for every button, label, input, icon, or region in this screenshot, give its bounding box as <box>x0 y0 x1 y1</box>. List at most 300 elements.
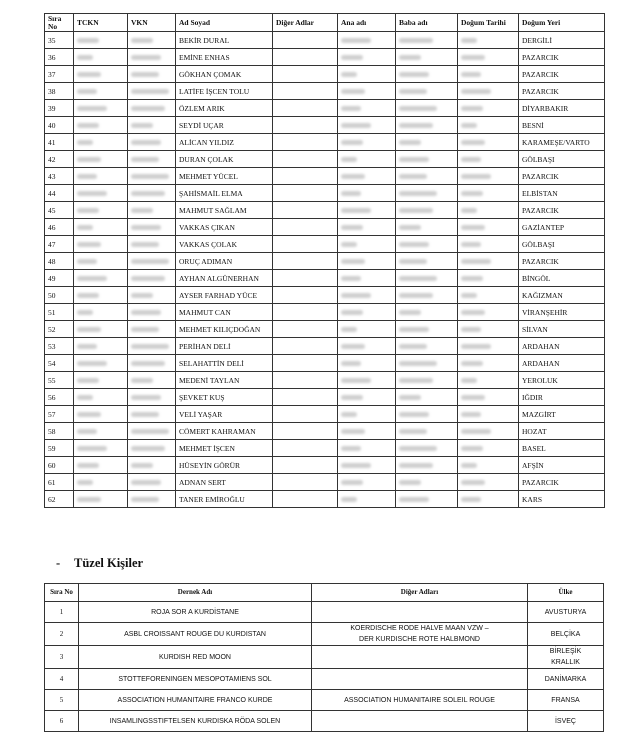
redacted-blur <box>341 89 365 94</box>
redacted-blur <box>341 72 357 77</box>
tckn-cell <box>74 83 128 100</box>
redacted-blur <box>341 327 357 332</box>
redacted-blur <box>399 72 429 77</box>
table-row <box>45 83 605 100</box>
redacted-blur <box>341 191 361 196</box>
tckn-cell <box>74 253 128 270</box>
association-name-cell: ROJA SOR A KURDİSTANE <box>79 602 312 623</box>
redacted-blur <box>461 174 491 179</box>
persons-table <box>44 13 605 508</box>
birthplace-cell: KAĞIZMAN <box>519 287 605 304</box>
table-row <box>45 602 604 623</box>
redacted-blur <box>131 106 165 111</box>
redacted-blur <box>399 463 433 468</box>
header-vkn: VKN <box>128 14 176 32</box>
redacted-blur <box>77 463 99 468</box>
heading-dash: - <box>56 556 61 570</box>
redacted-blur <box>131 55 161 60</box>
other-names-cell <box>273 236 338 253</box>
sira-no-cell: 61 <box>45 474 74 491</box>
mother-name-cell <box>338 355 396 372</box>
birthplace-cell: BİNGÖL <box>519 270 605 287</box>
country-line: İSVEÇ <box>554 717 576 725</box>
sira-no-cell: 53 <box>45 338 74 355</box>
table-row <box>45 321 605 338</box>
birth-date-cell <box>458 134 519 151</box>
redacted-blur <box>341 208 371 213</box>
entities-table <box>44 583 604 732</box>
redacted-blur <box>131 259 169 264</box>
header-dernek-adi: Dernek Adı <box>79 584 312 602</box>
redacted-blur <box>341 378 371 383</box>
sira-no-cell: 56 <box>45 389 74 406</box>
mother-name-cell <box>338 185 396 202</box>
birthplace-cell: GÖLBAŞI <box>519 236 605 253</box>
birthplace-cell: BESNİ <box>519 117 605 134</box>
tckn-cell <box>74 236 128 253</box>
tckn-cell <box>74 338 128 355</box>
redacted-blur <box>131 429 169 434</box>
vkn-cell <box>128 304 176 321</box>
redacted-blur <box>77 225 93 230</box>
mother-name-cell <box>338 100 396 117</box>
redacted-blur <box>131 378 153 383</box>
name-cell: CÖMERT KAHRAMAN <box>176 423 273 440</box>
redacted-blur <box>399 242 429 247</box>
vkn-cell <box>128 134 176 151</box>
redacted-blur <box>77 72 101 77</box>
redacted-blur <box>341 106 361 111</box>
sira-no-cell: 54 <box>45 355 74 372</box>
sira-no-cell: 38 <box>45 83 74 100</box>
tckn-cell <box>74 168 128 185</box>
birthplace-cell: PAZARCIK <box>519 253 605 270</box>
sira-no-cell: 49 <box>45 270 74 287</box>
redacted-blur <box>341 276 361 281</box>
tckn-cell <box>74 219 128 236</box>
father-name-cell <box>396 287 458 304</box>
table-row <box>45 287 605 304</box>
vkn-cell <box>128 100 176 117</box>
other-names-cell <box>273 185 338 202</box>
redacted-blur <box>341 344 365 349</box>
mother-name-cell <box>338 219 396 236</box>
redacted-blur <box>341 395 363 400</box>
birth-date-cell <box>458 151 519 168</box>
other-names-cell <box>273 83 338 100</box>
mother-name-cell <box>338 270 396 287</box>
redacted-blur <box>461 225 485 230</box>
redacted-blur <box>77 480 93 485</box>
birth-date-cell <box>458 440 519 457</box>
redacted-blur <box>399 174 427 179</box>
redacted-blur <box>77 378 99 383</box>
sira-no-cell: 46 <box>45 219 74 236</box>
name-cell: VELİ YAŞAR <box>176 406 273 423</box>
sira-no-cell: 59 <box>45 440 74 457</box>
table-row <box>45 117 605 134</box>
father-name-cell <box>396 219 458 236</box>
entities-header-row <box>45 584 604 602</box>
birthplace-cell: VİRANŞEHİR <box>519 304 605 321</box>
redacted-blur <box>461 361 483 366</box>
redacted-blur <box>131 497 159 502</box>
tckn-cell <box>74 270 128 287</box>
country-cell <box>528 623 604 646</box>
tckn-cell <box>74 321 128 338</box>
country-cell <box>528 669 604 690</box>
redacted-blur <box>77 38 99 43</box>
tckn-cell <box>74 372 128 389</box>
redacted-blur <box>131 174 169 179</box>
header-sira-no: Sıra No <box>45 584 79 602</box>
name-cell: ORUÇ ADIMAN <box>176 253 273 270</box>
birth-date-cell <box>458 355 519 372</box>
redacted-blur <box>77 446 107 451</box>
other-names-cell <box>273 117 338 134</box>
other-names-cell <box>273 491 338 508</box>
birth-date-cell <box>458 389 519 406</box>
table-row <box>45 151 605 168</box>
mother-name-cell <box>338 66 396 83</box>
tckn-cell <box>74 32 128 49</box>
birthplace-cell: ARDAHAN <box>519 355 605 372</box>
sira-no-cell: 3 <box>45 646 79 669</box>
redacted-blur <box>77 89 97 94</box>
redacted-blur <box>341 429 365 434</box>
table-row <box>45 389 605 406</box>
redacted-blur <box>131 72 159 77</box>
redacted-blur <box>341 140 363 145</box>
name-cell: VAKKAS ÇOLAK <box>176 236 273 253</box>
birthplace-cell: HOZAT <box>519 423 605 440</box>
father-name-cell <box>396 236 458 253</box>
association-name-cell: ASBL CROISSANT ROUGE DU KURDISTAN <box>79 623 312 646</box>
birthplace-cell: GAZİANTEP <box>519 219 605 236</box>
redacted-blur <box>461 446 483 451</box>
redacted-blur <box>341 310 363 315</box>
country-line: AVUSTURYA <box>544 608 587 616</box>
redacted-blur <box>399 480 421 485</box>
father-name-cell <box>396 372 458 389</box>
redacted-blur <box>77 174 97 179</box>
other-names-cell <box>312 711 528 732</box>
sira-no-cell: 55 <box>45 372 74 389</box>
birthplace-cell: KARAMEŞE/VARTO <box>519 134 605 151</box>
vkn-cell <box>128 32 176 49</box>
sira-no-cell: 5 <box>45 690 79 711</box>
table-row <box>45 270 605 287</box>
sira-no-cell: 60 <box>45 457 74 474</box>
father-name-cell <box>396 117 458 134</box>
redacted-blur <box>131 361 165 366</box>
vkn-cell <box>128 117 176 134</box>
father-name-cell <box>396 440 458 457</box>
redacted-blur <box>131 327 159 332</box>
tckn-cell <box>74 202 128 219</box>
father-name-cell <box>396 457 458 474</box>
table-row <box>45 32 605 49</box>
name-cell: ADNAN SERT <box>176 474 273 491</box>
sira-no-cell: 57 <box>45 406 74 423</box>
birthplace-cell: AFŞİN <box>519 457 605 474</box>
table-row <box>45 474 605 491</box>
name-cell: MEDENİ TAYLAN <box>176 372 273 389</box>
name-cell: LATİFE İŞCEN TOLU <box>176 83 273 100</box>
association-name-cell: INSAMLINGSSTIFTELSEN KURDISKA RÖDA SOLEN <box>79 711 312 732</box>
mother-name-cell <box>338 168 396 185</box>
vkn-cell <box>128 185 176 202</box>
father-name-cell <box>396 134 458 151</box>
other-name-line: DER KURDISCHE ROTE HALBMOND <box>359 636 480 643</box>
birthplace-cell: PAZARCIK <box>519 83 605 100</box>
vkn-cell <box>128 355 176 372</box>
redacted-blur <box>341 361 361 366</box>
redacted-blur <box>399 123 433 128</box>
birth-date-cell <box>458 66 519 83</box>
country-cell <box>528 690 604 711</box>
vkn-cell <box>128 474 176 491</box>
other-names-cell <box>273 321 338 338</box>
country-line: DANİMARKA <box>544 675 587 683</box>
vkn-cell <box>128 389 176 406</box>
table-row <box>45 423 605 440</box>
redacted-blur <box>399 361 437 366</box>
vkn-cell <box>128 66 176 83</box>
father-name-cell <box>396 491 458 508</box>
redacted-blur <box>131 463 153 468</box>
redacted-blur <box>399 208 433 213</box>
birth-date-cell <box>458 321 519 338</box>
other-names-cell <box>273 287 338 304</box>
table-row <box>45 219 605 236</box>
redacted-blur <box>461 191 483 196</box>
sira-no-cell: 47 <box>45 236 74 253</box>
sira-no-cell: 42 <box>45 151 74 168</box>
birthplace-cell: BASEL <box>519 440 605 457</box>
redacted-blur <box>399 327 429 332</box>
table-row <box>45 646 604 669</box>
birth-date-cell <box>458 372 519 389</box>
table-row <box>45 355 605 372</box>
table-row <box>45 338 605 355</box>
name-cell: ÖZLEM ARIK <box>176 100 273 117</box>
sira-no-cell: 2 <box>45 623 79 646</box>
other-names-cell <box>273 253 338 270</box>
birth-date-cell <box>458 185 519 202</box>
birth-date-cell <box>458 253 519 270</box>
birth-date-cell <box>458 474 519 491</box>
redacted-blur <box>77 191 107 196</box>
name-cell: ŞEVKET KUŞ <box>176 389 273 406</box>
vkn-cell <box>128 372 176 389</box>
country-cell <box>528 602 604 623</box>
redacted-blur <box>77 140 93 145</box>
mother-name-cell <box>338 474 396 491</box>
name-cell: ŞAHİSMAİL ELMA <box>176 185 273 202</box>
other-names-cell <box>273 304 338 321</box>
table-row <box>45 100 605 117</box>
tckn-cell <box>74 151 128 168</box>
name-cell: EMİNE ENHAS <box>176 49 273 66</box>
redacted-blur <box>461 497 481 502</box>
redacted-blur <box>77 344 97 349</box>
birthplace-cell: PAZARCIK <box>519 168 605 185</box>
redacted-blur <box>341 242 357 247</box>
redacted-blur <box>131 140 161 145</box>
redacted-blur <box>461 106 483 111</box>
redacted-blur <box>131 276 165 281</box>
redacted-blur <box>77 123 99 128</box>
redacted-blur <box>77 55 93 60</box>
redacted-blur <box>131 123 153 128</box>
name-cell: MAHMUT SAĞLAM <box>176 202 273 219</box>
birth-date-cell <box>458 406 519 423</box>
mother-name-cell <box>338 32 396 49</box>
redacted-blur <box>77 429 97 434</box>
mother-name-cell <box>338 117 396 134</box>
tckn-cell <box>74 423 128 440</box>
redacted-blur <box>131 157 159 162</box>
other-names-cell <box>273 270 338 287</box>
mother-name-cell <box>338 423 396 440</box>
redacted-blur <box>461 140 485 145</box>
other-names-cell <box>273 100 338 117</box>
name-cell: VAKKAS ÇIKAN <box>176 219 273 236</box>
redacted-blur <box>461 123 477 128</box>
redacted-blur <box>341 412 357 417</box>
tckn-cell <box>74 304 128 321</box>
redacted-blur <box>399 310 421 315</box>
vkn-cell <box>128 219 176 236</box>
redacted-blur <box>399 259 427 264</box>
birthplace-cell: KARS <box>519 491 605 508</box>
other-names-cell <box>273 406 338 423</box>
redacted-blur <box>399 395 421 400</box>
redacted-blur <box>461 327 481 332</box>
sira-no-cell: 4 <box>45 669 79 690</box>
other-names-cell <box>273 168 338 185</box>
table-row <box>45 690 604 711</box>
other-names-cell <box>273 355 338 372</box>
sira-no-cell: 1 <box>45 602 79 623</box>
table-row <box>45 66 605 83</box>
table-row <box>45 457 605 474</box>
redacted-blur <box>399 191 437 196</box>
redacted-blur <box>341 293 371 298</box>
sira-no-cell: 51 <box>45 304 74 321</box>
birth-date-cell <box>458 491 519 508</box>
tckn-cell <box>74 474 128 491</box>
other-names-cell <box>312 623 528 646</box>
other-names-cell <box>273 134 338 151</box>
vkn-cell <box>128 49 176 66</box>
redacted-blur <box>77 242 101 247</box>
redacted-blur <box>341 446 361 451</box>
redacted-blur <box>77 208 99 213</box>
name-cell: ALİCAN YILDIZ <box>176 134 273 151</box>
birthplace-cell: IĞDIR <box>519 389 605 406</box>
mother-name-cell <box>338 389 396 406</box>
redacted-blur <box>461 89 491 94</box>
father-name-cell <box>396 253 458 270</box>
mother-name-cell <box>338 304 396 321</box>
mother-name-cell <box>338 253 396 270</box>
redacted-blur <box>399 378 433 383</box>
father-name-cell <box>396 270 458 287</box>
sira-no-cell: 39 <box>45 100 74 117</box>
table-row <box>45 185 605 202</box>
redacted-blur <box>461 55 485 60</box>
redacted-blur <box>399 293 433 298</box>
header-ad-soyad: Ad Soyad <box>176 14 273 32</box>
father-name-cell <box>396 355 458 372</box>
birth-date-cell <box>458 117 519 134</box>
header-dogum-tarihi: Doğum Tarihi <box>458 14 519 32</box>
father-name-cell <box>396 389 458 406</box>
tckn-cell <box>74 440 128 457</box>
redacted-blur <box>131 38 153 43</box>
birthplace-cell: PAZARCIK <box>519 474 605 491</box>
redacted-blur <box>461 208 477 213</box>
redacted-blur <box>399 429 427 434</box>
father-name-cell <box>396 49 458 66</box>
mother-name-cell <box>338 491 396 508</box>
tckn-cell <box>74 389 128 406</box>
redacted-blur <box>461 429 491 434</box>
birthplace-cell: PAZARCIK <box>519 202 605 219</box>
sira-no-cell: 58 <box>45 423 74 440</box>
other-names-cell <box>273 151 338 168</box>
other-name-line: ASSOCIATION HUMANITAIRE SOLEIL ROUGE <box>344 696 495 704</box>
redacted-blur <box>461 276 483 281</box>
table-row <box>45 202 605 219</box>
redacted-blur <box>341 38 371 43</box>
birthplace-cell: ARDAHAN <box>519 338 605 355</box>
other-names-cell <box>273 474 338 491</box>
tckn-cell <box>74 66 128 83</box>
association-name-cell: ASSOCIATION HUMANITAIRE FRANCO KURDE <box>79 690 312 711</box>
vkn-cell <box>128 406 176 423</box>
vkn-cell <box>128 151 176 168</box>
birth-date-cell <box>458 304 519 321</box>
header-tckn: TCKN <box>74 14 128 32</box>
country-cell <box>528 646 604 669</box>
tckn-cell <box>74 491 128 508</box>
tckn-cell <box>74 406 128 423</box>
father-name-cell <box>396 100 458 117</box>
birth-date-cell <box>458 457 519 474</box>
father-name-cell <box>396 406 458 423</box>
redacted-blur <box>131 310 161 315</box>
persons-header-row <box>45 14 605 32</box>
redacted-blur <box>461 463 477 468</box>
header-ulke: Ülke <box>528 584 604 602</box>
sira-no-cell: 48 <box>45 253 74 270</box>
father-name-cell <box>396 474 458 491</box>
redacted-blur <box>399 89 427 94</box>
table-row <box>45 711 604 732</box>
country-line: KRALLIK <box>551 659 580 666</box>
redacted-blur <box>77 412 101 417</box>
redacted-blur <box>399 55 421 60</box>
section-heading-text: Tüzel Kişiler <box>74 556 144 570</box>
birth-date-cell <box>458 32 519 49</box>
redacted-blur <box>131 208 153 213</box>
redacted-blur <box>131 344 169 349</box>
table-row <box>45 406 605 423</box>
father-name-cell <box>396 32 458 49</box>
